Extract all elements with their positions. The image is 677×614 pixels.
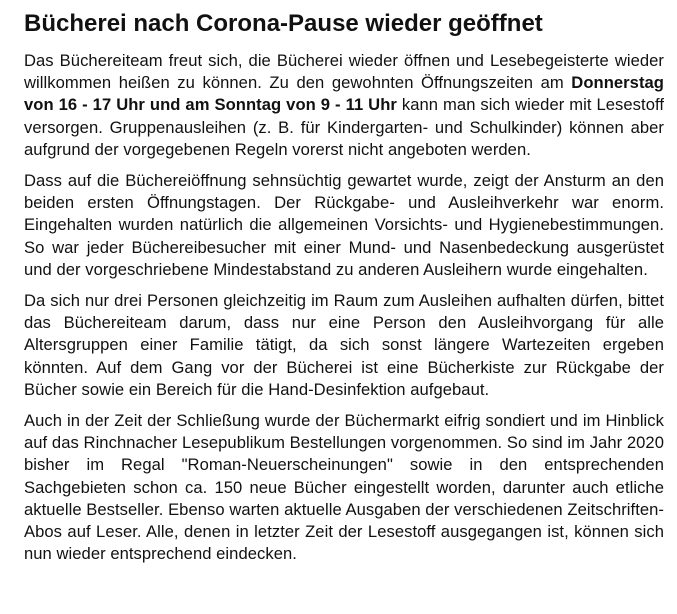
article	[24, 0, 664, 574]
paragraph-new-books: Auch in der Zeit der Schließung wurde der Büchermarkt eifrig sondiert und im Hinblick auf das Rinchnacher Lesepublikum Bestellungen vorgenommen. So sind im Jahr 2020 bisher im Regal "Roman-Neuerscheinungen" sowie in den entsprechenden Sachgebieten schon ca. 150 neue Bücher eingestellt worden, darunter auch etliche aktuelle Bestseller. Ebenso warten aktuelle Ausgaben der verschiedenen Zeitschriften-Abos auf Leser. Alle, denen in letzter Zeit der Lesestoff ausgegangen ist, können sich nun wieder entsprechend eindecken.	[24, 411, 664, 564]
opening-hours-highlight: Donnerstag von 16 - 17 Uhr und am Sonntag von 9 - 11 Uhr	[24, 73, 664, 115]
paragraph-opening-hours	[24, 50, 664, 161]
paragraph-reopening-rush: Dass auf die Büchereiöffnung sehnsüchtig gewartet wurde, zeigt der Ansturm an den beiden ersten Öffnungstagen. Der Rückgabe- und Ausleihverkehr war enorm. Eingehalten wurden natürlich die allgemeinen Vorsichts- und Hygienebestimmungen. So war jeder Büchereibesucher mit einer Mund- und Nasenbedeckung ausgerüstet und der vorgeschriebene Mindestabstand zu anderen Ausleihern wurde eingehalten.	[24, 171, 664, 279]
paragraph-visitor-rules: Da sich nur drei Personen gleichzeitig im Raum zum Ausleihen aufhalten dürfen, bittet das Büchereiteam darum, dass nur eine Person den Ausleihvorgang für alle Altersgruppen einer Familie tätigt, da sich sonst längere Wartezeiten ergeben könnten. Auf dem Gang vor der Bücherei ist eine Bücherkiste zur Rückgabe der Bücher sowie ein Bereich für die Hand-Desinfektion aufgebaut.	[24, 291, 664, 399]
paragraph-1-text-start: Das Büchereiteam freut sich, die Bücherei wieder öffnen und Lesebegeisterte wieder willkommen heißen zu können. Zu den gewohnten Öffnungszeiten am	[24, 51, 664, 93]
paragraph-1-text-end: kann man sich wieder mit Lesestoff versorgen. Gruppenausleihen (z. B. für Kindergarten- und Schulkinder) können aber aufgrund der vorgegebenen Regeln vorerst nicht angeboten werden.	[24, 95, 664, 159]
article-title: Bücherei nach Corona-Pause wieder geöffnet	[24, 10, 543, 37]
